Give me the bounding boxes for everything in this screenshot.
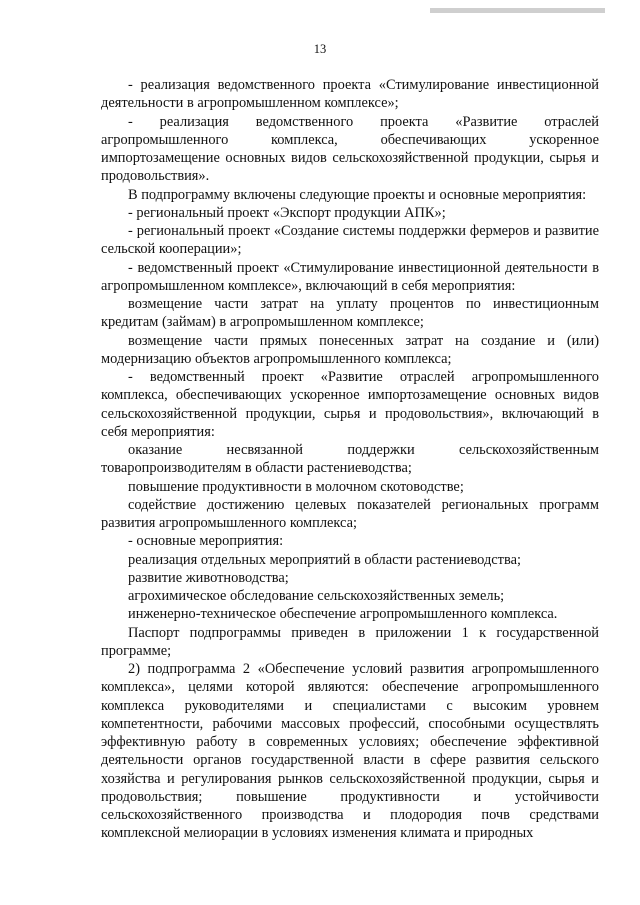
paragraph: возмещение части затрат на уплату процентов по инвестиционным кредитам (займам) в агропромышленном комплексе; [101, 296, 599, 331]
paragraph: повышение продуктивности в молочном скотоводстве; [128, 478, 464, 495]
paragraph: - региональный проект «Экспорт продукции АПК»; [128, 204, 446, 221]
paragraph: В подпрограмму включены следующие проекты и основные мероприятия: [128, 186, 587, 203]
paragraph: - ведомственный проект «Развитие отраслей агропромышленного комплекса, обеспечивающих ускоренное импортозамещение основных видов сельскохозяйственной продукции, сырья и продовольствия», включающий в себя мероприятия: [101, 369, 599, 440]
paragraph: - основные мероприятия: [128, 533, 284, 550]
paragraph: инженерно-техническое обеспечение агропромышленного комплекса. [128, 606, 558, 623]
document-body [101, 76, 599, 843]
paragraph: оказание несвязанной поддержки сельскохозяйственным товаропроизводителям в области растениеводства; [101, 442, 599, 477]
paragraph: - реализация ведомственного проекта «Развитие отраслей агропромышленного комплекса, обеспечивающих ускоренное импортозамещение основных видов сельскохозяйственной продукции, сырья и продовольствия». [101, 113, 599, 185]
paragraph: 2) подпрограмма 2 «Обеспечение условий развития агропромышленного комплекса», целями которой являются: обеспечение агропромышленного комплекса руководителями и специалистами с высоким уровнем компетентности, рабочими массовых профессий, способными осуществлять эффективную работу в современных условиях; обеспечение эффективной деятельности органов государственной власти в сфере развития сельского хозяйства и регулирования рынков сельскохозяйственной продукции, сырья и продовольствия; повышение продуктивности и устойчивости сельскохозяйственного производства и плодородия почв средствами комплексной мелиорации в условиях изменения климата и природных [101, 661, 599, 842]
paragraph: возмещение части прямых понесенных затрат на создание и (или) модернизацию объектов агропромышленного комплекса; [101, 332, 599, 367]
paragraph: - ведомственный проект «Стимулирование инвестиционной деятельности в агропромышленном комплексе», включающий в себя мероприятия: [101, 259, 599, 294]
paragraph: агрохимическое обследование сельскохозяйственных земель; [128, 588, 505, 604]
paragraph: - реализация ведомственного проекта «Стимулирование инвестиционной деятельности в агропромышленном комплексе»; [101, 77, 599, 112]
paragraph: - региональный проект «Создание системы поддержки фермеров и развитие сельской кооперации»; [101, 223, 599, 258]
paragraph: содействие достижению целевых показателей региональных программ развития агропромышленного комплекса; [101, 496, 599, 531]
paragraph: реализация отдельных мероприятий в области растениеводства; [128, 551, 521, 568]
paragraph: Паспорт подпрограммы приведен в приложении 1 к государственной программе; [101, 624, 599, 659]
page-number: 13 [313, 42, 327, 56]
paragraph: развитие животноводства; [128, 569, 289, 586]
scan-edge-mark [430, 8, 605, 13]
